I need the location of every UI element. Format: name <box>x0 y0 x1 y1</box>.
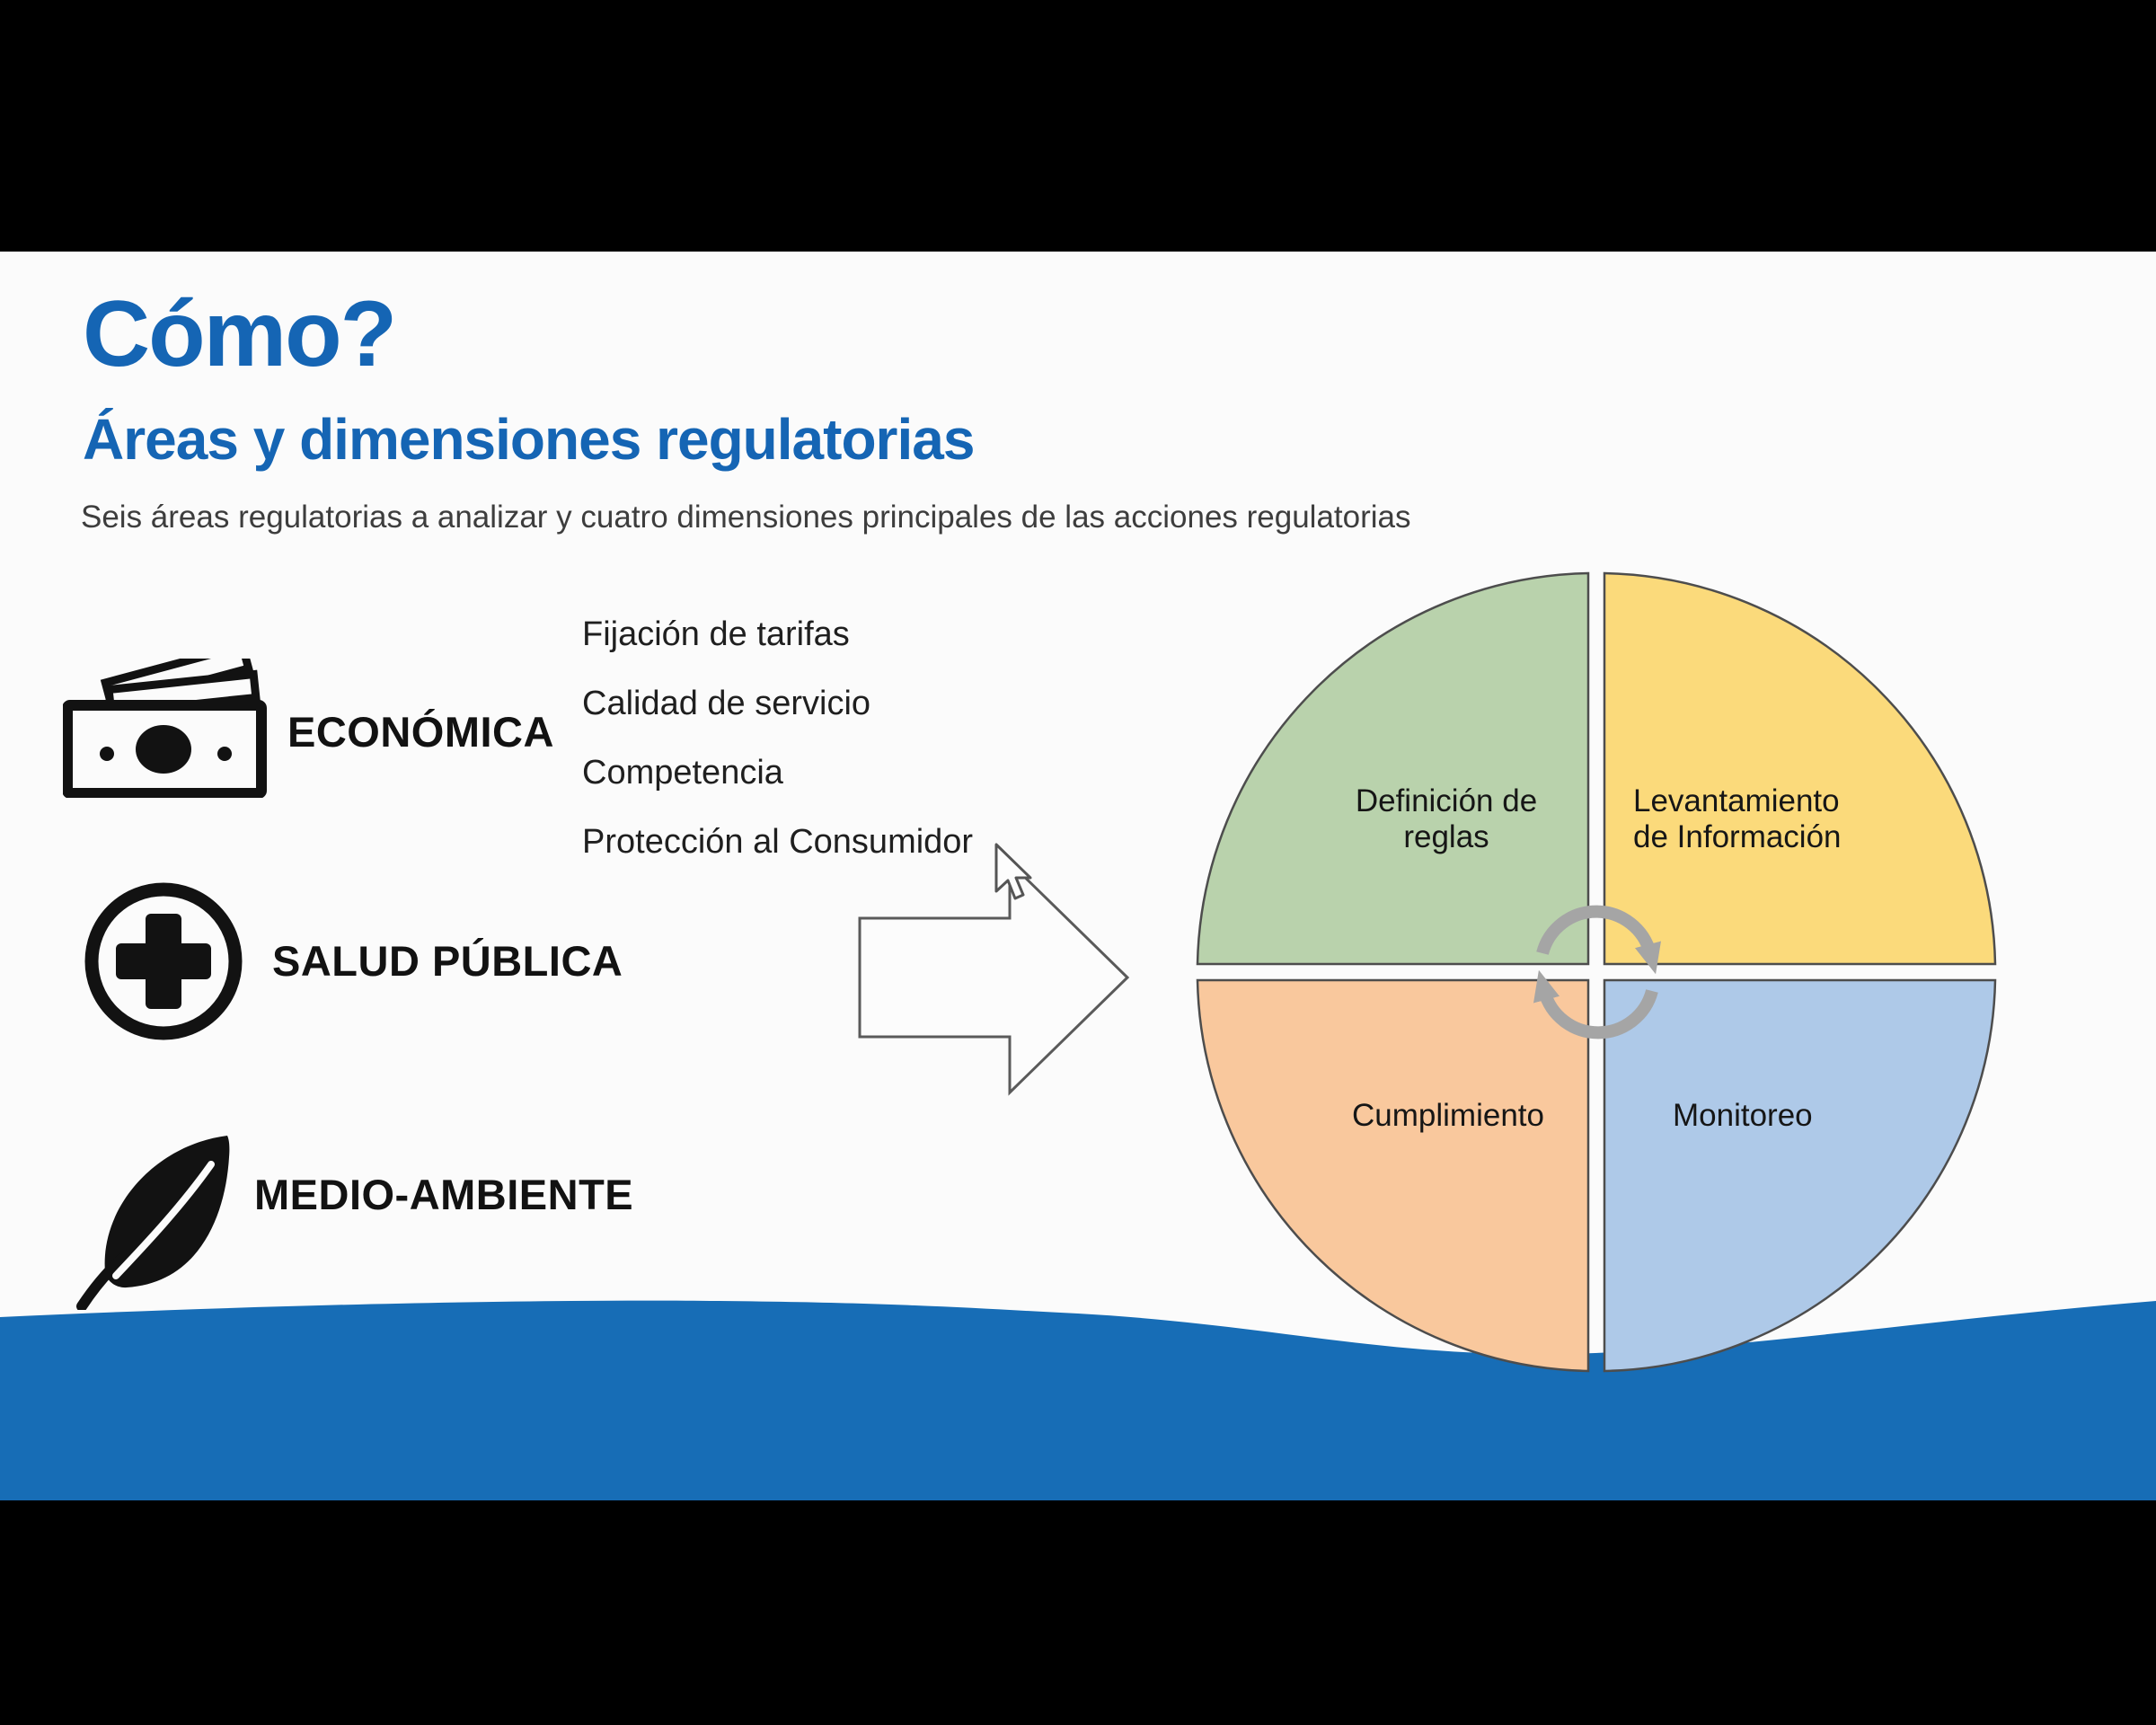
page-title: Cómo? <box>83 282 396 386</box>
cycle-arrows-icon <box>1507 885 1686 1060</box>
area-label-medio-ambiente: MEDIO-AMBIENTE <box>254 1171 634 1218</box>
area-label-salud-publica: SALUD PÚBLICA <box>272 937 623 985</box>
quadrant-label-cumplimiento: Cumplimiento <box>1352 1098 1544 1133</box>
list-item: Fijación de tarifas <box>582 615 850 653</box>
medical-cross-icon <box>78 876 249 1047</box>
list-item: Competencia <box>582 754 783 792</box>
economic-items-list <box>582 600 973 877</box>
quadrant-label-monitoreo: Monitoreo <box>1673 1098 1813 1133</box>
list-item: Protección al Consumidor <box>582 823 974 861</box>
quadrant-label-levantamiento: Levantamiento de Información <box>1633 783 1842 854</box>
leaf-icon <box>76 1130 247 1310</box>
letterbox-bottom <box>0 1471 2156 1725</box>
list-item: Calidad de servicio <box>582 685 871 722</box>
area-label-economica: ECONÓMICA <box>287 708 554 756</box>
letterbox-top <box>0 0 2156 252</box>
money-bill-icon <box>63 659 270 798</box>
page-subtitle: Áreas y dimensiones regulatorias <box>83 407 975 472</box>
mouse-cursor-icon <box>991 843 1038 902</box>
page-description: Seis áreas regulatorias a analizar y cuatro dimensiones principales de las acciones regulatorias <box>81 500 1411 535</box>
quadrant-label-definicion: Definición de reglas <box>1355 783 1538 854</box>
